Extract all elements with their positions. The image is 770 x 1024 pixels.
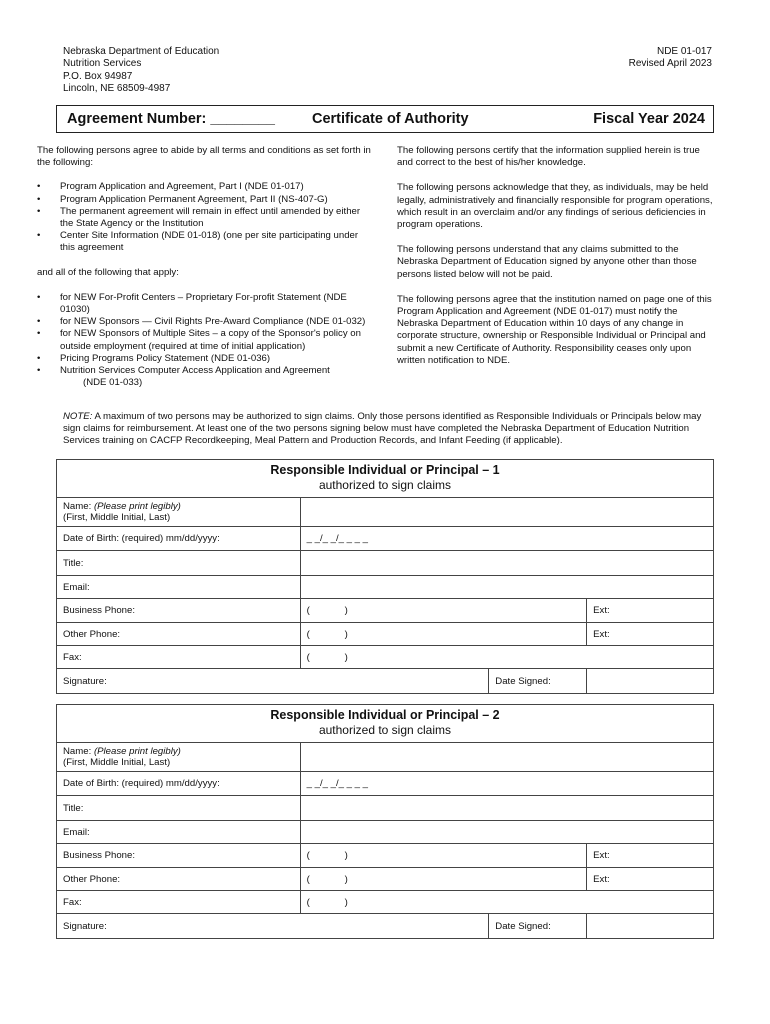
date-signed-label: Date Signed:: [489, 669, 587, 694]
other-phone-label: Other Phone:: [57, 623, 301, 646]
org-address: [63, 46, 219, 95]
business-phone-label: Business Phone:: [57, 599, 301, 623]
other-phone-field[interactable]: [300, 623, 587, 646]
title-field[interactable]: [300, 796, 713, 821]
name-label: Name:: [63, 500, 94, 512]
area-code-close: ): [344, 873, 348, 885]
name-label-sub: (First, Middle Initial, Last): [63, 512, 171, 523]
title-bar: [56, 105, 714, 133]
ext-label: Ext:: [593, 873, 610, 885]
section-heading: [57, 460, 714, 498]
name-label-note: (Please print legibly): [93, 500, 181, 512]
date-signed-field[interactable]: [587, 669, 714, 694]
intro-text: The following persons agree to abide by all terms and conditions as set forth in the following:: [37, 145, 371, 169]
signature-label: Signature:: [63, 675, 107, 687]
list-item: • Program Application Permanent Agreement, Part II (NS-407-G): [37, 194, 372, 206]
email-field[interactable]: [300, 821, 713, 844]
form-id: [629, 46, 712, 71]
fax-field[interactable]: [300, 891, 713, 914]
other-phone-ext-field[interactable]: [587, 623, 714, 646]
signing-note: [63, 411, 713, 448]
claims-paragraph: The following persons understand that any claims submitted to the Nebraska Department of Education signed by anyone other than those persons listed below will not be paid.: [397, 244, 697, 280]
name-field[interactable]: [300, 743, 713, 772]
other-phone-field[interactable]: [300, 868, 587, 891]
business-phone-label: Business Phone:: [57, 844, 301, 868]
list-item: • Pricing Programs Policy Statement (NDE 01-036): [37, 353, 372, 365]
signature-field[interactable]: [57, 914, 489, 939]
section-subtitle: authorized to sign claims: [318, 723, 452, 737]
form-number: NDE 01-017: [656, 46, 712, 57]
area-code-open: (: [306, 651, 310, 663]
other-phone-ext-field[interactable]: [587, 868, 714, 891]
area-code-close: ): [344, 896, 348, 908]
date-signed-field[interactable]: [587, 914, 714, 939]
dob-field[interactable]: [300, 772, 713, 796]
list-item: • for NEW Sponsors of Multiple Sites – a copy of the Sponsor's policy on outside employment (required at time of initial application): [37, 328, 372, 352]
name-label-cell: [57, 498, 301, 527]
area-code-open: (: [306, 873, 310, 885]
org-line: Nutrition Services: [63, 58, 142, 70]
section-heading: [57, 705, 714, 743]
name-field[interactable]: [300, 498, 713, 527]
name-label-cell: [57, 743, 301, 772]
title-label: Title:: [57, 796, 301, 821]
list-item: • Program Application and Agreement, Part I (NDE 01-017): [37, 181, 372, 193]
dob-field[interactable]: [300, 527, 713, 551]
ext-label: Ext:: [593, 850, 610, 861]
email-field[interactable]: [300, 576, 713, 599]
note-label: NOTE:: [63, 411, 93, 422]
required-forms-list: [37, 181, 372, 254]
area-code-open: (: [306, 605, 310, 616]
date-signed-label: Date Signed:: [489, 914, 587, 939]
section-subtitle: authorized to sign claims: [318, 478, 452, 492]
and-all-text: and all of the following that apply:: [37, 266, 179, 278]
conditional-forms-list: [37, 292, 372, 377]
business-phone-field[interactable]: [300, 844, 587, 868]
responsible-individual-1-table: [56, 459, 714, 694]
fiscal-year: Fiscal Year 2024: [593, 111, 705, 127]
ext-label: Ext:: [593, 628, 610, 640]
section-title: Responsible Individual or Principal – 2: [270, 708, 500, 722]
fax-label: Fax:: [57, 646, 301, 669]
revised-date: Revised April 2023: [628, 58, 712, 70]
certification-paragraph: The following persons certify that the information supplied herein is true and correct to the best of his/her knowledge.: [397, 145, 700, 169]
notification-paragraph: The following persons agree that the institution named on page one of this Program Application and Agreement (NDE 01-017) must notify the Nebraska Department of Education within 10 days of any change in corporate structure, ownership or Responsible Individual or Principal and submit a new Certificate of Authority. Responsibility ceases only upon written notification to NDE.: [397, 293, 712, 366]
right-column: [397, 145, 717, 367]
area-code-close: ): [344, 628, 348, 640]
area-code-open: (: [306, 896, 310, 908]
left-column: [37, 145, 372, 389]
business-phone-ext-field[interactable]: [587, 599, 714, 623]
page-title: Certificate of Authority: [312, 111, 469, 127]
list-item: • Nutrition Services Computer Access Application and Agreement: [37, 365, 372, 377]
fax-field[interactable]: [300, 646, 713, 669]
fax-label: Fax:: [57, 891, 301, 914]
name-label-note: (Please print legibly): [93, 745, 181, 757]
other-phone-label: Other Phone:: [57, 868, 301, 891]
dob-placeholder: _ _/_ _/_ _ _ _: [306, 533, 368, 544]
responsibility-paragraph: The following persons acknowledge that they, as individuals, may be held legally, administratively and financially responsible for program operations, which result in an overclaim and/or any findings of serious deficiencies in program operations.: [397, 182, 713, 231]
business-phone-ext-field[interactable]: [587, 844, 714, 868]
area-code-close: ): [344, 605, 348, 616]
area-code-open: (: [306, 628, 310, 640]
dob-label: Date of Birth: (required) mm/dd/yyyy:: [57, 527, 301, 551]
org-line: Nebraska Department of Education: [63, 46, 220, 57]
responsible-individual-2-table: [56, 704, 714, 939]
dob-label: Date of Birth: (required) mm/dd/yyyy:: [57, 772, 301, 796]
list-item: • for NEW Sponsors — Civil Rights Pre-Award Compliance (NDE 01-032): [37, 316, 372, 328]
org-line: Lincoln, NE 68509-4987: [63, 82, 171, 94]
list-item-continuation: (NDE 01-033): [83, 377, 143, 389]
section-title: Responsible Individual or Principal – 1: [270, 463, 500, 477]
name-label: Name:: [63, 745, 94, 757]
email-label: Email:: [57, 576, 301, 599]
ext-label: Ext:: [593, 605, 610, 616]
signature-label: Signature:: [63, 920, 107, 932]
name-label-sub: (First, Middle Initial, Last): [63, 757, 171, 768]
agreement-number-label: Agreement Number: ________: [67, 111, 275, 127]
email-label: Email:: [57, 821, 301, 844]
list-item: • The permanent agreement will remain in effect until amended by either the State Agency or the Institution: [37, 206, 372, 230]
area-code-open: (: [306, 850, 310, 861]
list-item: • for NEW For-Profit Centers – Proprietary For-profit Statement (NDE 01030): [37, 292, 372, 316]
list-item: • Center Site Information (NDE 01-018) (one per site participating under this agreement: [37, 230, 372, 254]
area-code-close: ): [344, 651, 348, 663]
note-text: A maximum of two persons may be authorized to sign claims. Only those persons identified as Responsible Individuals or Principals below may sign claims for reimbursement. At least one of the two persons signing below must have completed the Nebraska Department of Education Nutrition Services training on CACFP Recordkeeping, Meal Pattern and Production Records, and Infant Feeding (if applicable).: [63, 411, 702, 447]
org-line: P.O. Box 94987: [63, 70, 133, 82]
area-code-close: ): [344, 850, 348, 861]
business-phone-field[interactable]: [300, 599, 587, 623]
dob-placeholder: _ _/_ _/_ _ _ _: [306, 778, 368, 789]
title-field[interactable]: [300, 551, 713, 576]
signature-field[interactable]: [57, 669, 489, 694]
title-label: Title:: [57, 551, 301, 576]
